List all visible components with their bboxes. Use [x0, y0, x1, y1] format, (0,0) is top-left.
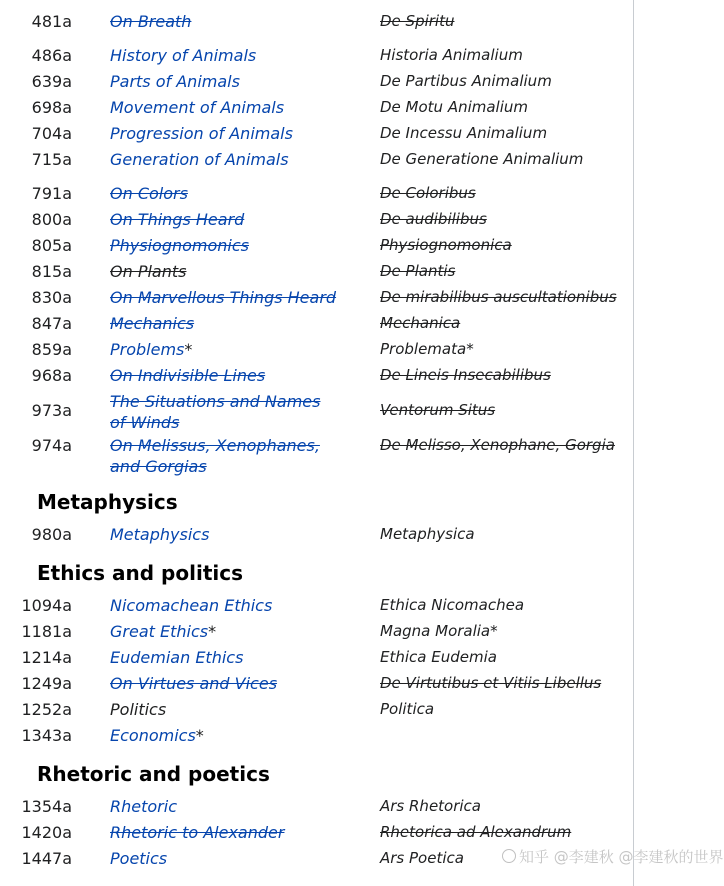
latin-title: Metaphysica [380, 525, 475, 543]
latin-title: De Melisso, Xenophane, Gorgia [380, 436, 615, 454]
latin-title: De Lineis Insecabilibus [380, 366, 551, 384]
bekker-number: 805a [31, 236, 72, 255]
work-title-link[interactable]: Rhetoric to Alexander [110, 823, 285, 842]
work-title-link[interactable] [110, 339, 350, 360]
latin-title: De mirabilibus auscultationibus [380, 288, 617, 306]
watermark-text: 知乎 @李建秋 @李建秋的世界 [519, 848, 724, 866]
bekker-number: 1214a [21, 648, 72, 667]
latin-title: De Incessu Animalium [380, 124, 548, 142]
work-title-link[interactable]: Mechanics [110, 314, 195, 333]
bekker-number: 486a [31, 46, 72, 65]
work-title-link[interactable]: On Virtues and Vices [110, 674, 278, 693]
bekker-number: 847a [31, 314, 72, 333]
content-border [633, 0, 634, 886]
work-title-link[interactable]: On Melissus, Xenophanes, and Gorgias [110, 436, 320, 476]
work-title: Politics [110, 700, 167, 719]
latin-title: Ethica Eudemia [380, 648, 497, 666]
work-title-link[interactable]: Metaphysics [110, 525, 210, 544]
work-title-link[interactable]: Generation of Animals [110, 150, 289, 169]
spurious-marker: * [466, 340, 474, 358]
section-heading-rhetoric: Rhetoric and poetics [37, 762, 270, 786]
section-heading-ethics: Ethics and politics [37, 561, 243, 585]
spurious-marker: * [490, 622, 498, 640]
bekker-number: 715a [31, 150, 72, 169]
bekker-number: 830a [31, 288, 72, 307]
bekker-number: 1181a [21, 622, 72, 641]
work-title-link[interactable]: On Indivisible Lines [110, 366, 266, 385]
work-title-link[interactable]: Progression of Animals [110, 124, 293, 143]
latin-title: Politica [380, 700, 435, 718]
work-title-link[interactable]: Parts of Animals [110, 72, 240, 91]
spurious-marker: * [195, 726, 204, 745]
latin-title-text: Magna Moralia [380, 622, 491, 640]
latin-title: Physiognomonica [380, 236, 512, 254]
work-title-link[interactable]: On Marvellous Things Heard [110, 288, 337, 307]
work-title-link[interactable]: Rhetoric [110, 797, 177, 816]
bekker-number: 791a [31, 184, 72, 203]
bekker-number: 859a [31, 340, 72, 359]
latin-title: De audibilibus [380, 210, 487, 228]
bekker-number: 800a [31, 210, 72, 229]
work-title-link[interactable]: The Situations and Names of Winds [110, 392, 321, 432]
bekker-number: 980a [31, 525, 72, 544]
bekker-number: 1447a [21, 849, 72, 868]
work-title-link[interactable]: Poetics [110, 849, 168, 868]
spurious-marker: * [184, 340, 193, 359]
work-title: On Plants [110, 262, 187, 281]
latin-title: De Generatione Animalium [380, 150, 584, 168]
bekker-number: 973a [31, 401, 72, 420]
work-title-link[interactable]: Movement of Animals [110, 98, 285, 117]
latin-title: De Virtutibus et Vitiis Libellus [380, 674, 602, 692]
latin-title: Mechanica [380, 314, 461, 332]
spurious-marker: * [208, 622, 217, 641]
work-title-link[interactable]: Eudemian Ethics [110, 648, 244, 667]
latin-title: Ethica Nicomachea [380, 596, 525, 614]
bekker-number: 815a [31, 262, 72, 281]
english-title-text: Great Ethics [110, 622, 209, 641]
english-title-text: Economics [110, 726, 196, 745]
bekker-number: 968a [31, 366, 72, 385]
bekker-number: 698a [31, 98, 72, 117]
work-title-link[interactable]: History of Animals [110, 46, 257, 65]
latin-title: Ars Poetica [380, 849, 464, 867]
bekker-number: 1420a [21, 823, 72, 842]
bekker-number: 639a [31, 72, 72, 91]
work-title-link[interactable]: On Things Heard [110, 210, 245, 229]
bekker-number: 704a [31, 124, 72, 143]
latin-title: Historia Animalium [380, 46, 523, 64]
latin-title: De Partibus Animalium [380, 72, 552, 90]
bekker-number: 1343a [21, 726, 72, 745]
latin-title-text: Problemata [380, 340, 467, 358]
latin-title: De Plantis [380, 262, 456, 280]
bekker-number: 481a [31, 12, 72, 31]
weibo-icon [502, 849, 516, 863]
bekker-number: 974a [31, 436, 72, 455]
bekker-number: 1252a [21, 700, 72, 719]
work-title-link[interactable]: Physiognomonics [110, 236, 250, 255]
bekker-number: 1354a [21, 797, 72, 816]
work-title-link[interactable]: On Breath [110, 12, 192, 31]
english-title-text: Problems [110, 340, 185, 359]
section-heading-metaphysics: Metaphysics [37, 490, 178, 514]
latin-title: De Spiritu [380, 12, 455, 30]
latin-title [380, 621, 498, 642]
watermark [502, 846, 724, 867]
latin-title: De Motu Animalium [380, 98, 529, 116]
latin-title: Rhetorica ad Alexandrum [380, 823, 572, 841]
bekker-number: 1094a [21, 596, 72, 615]
work-title-link[interactable]: On Colors [110, 184, 188, 203]
work-title-link[interactable] [110, 621, 350, 642]
work-title-link[interactable] [110, 725, 350, 746]
latin-title: Ventorum Situs [380, 401, 496, 419]
bekker-number: 1249a [21, 674, 72, 693]
latin-title [380, 339, 474, 360]
latin-title: Ars Rhetorica [380, 797, 482, 815]
latin-title: De Coloribus [380, 184, 476, 202]
work-title-link[interactable]: Nicomachean Ethics [110, 596, 273, 615]
